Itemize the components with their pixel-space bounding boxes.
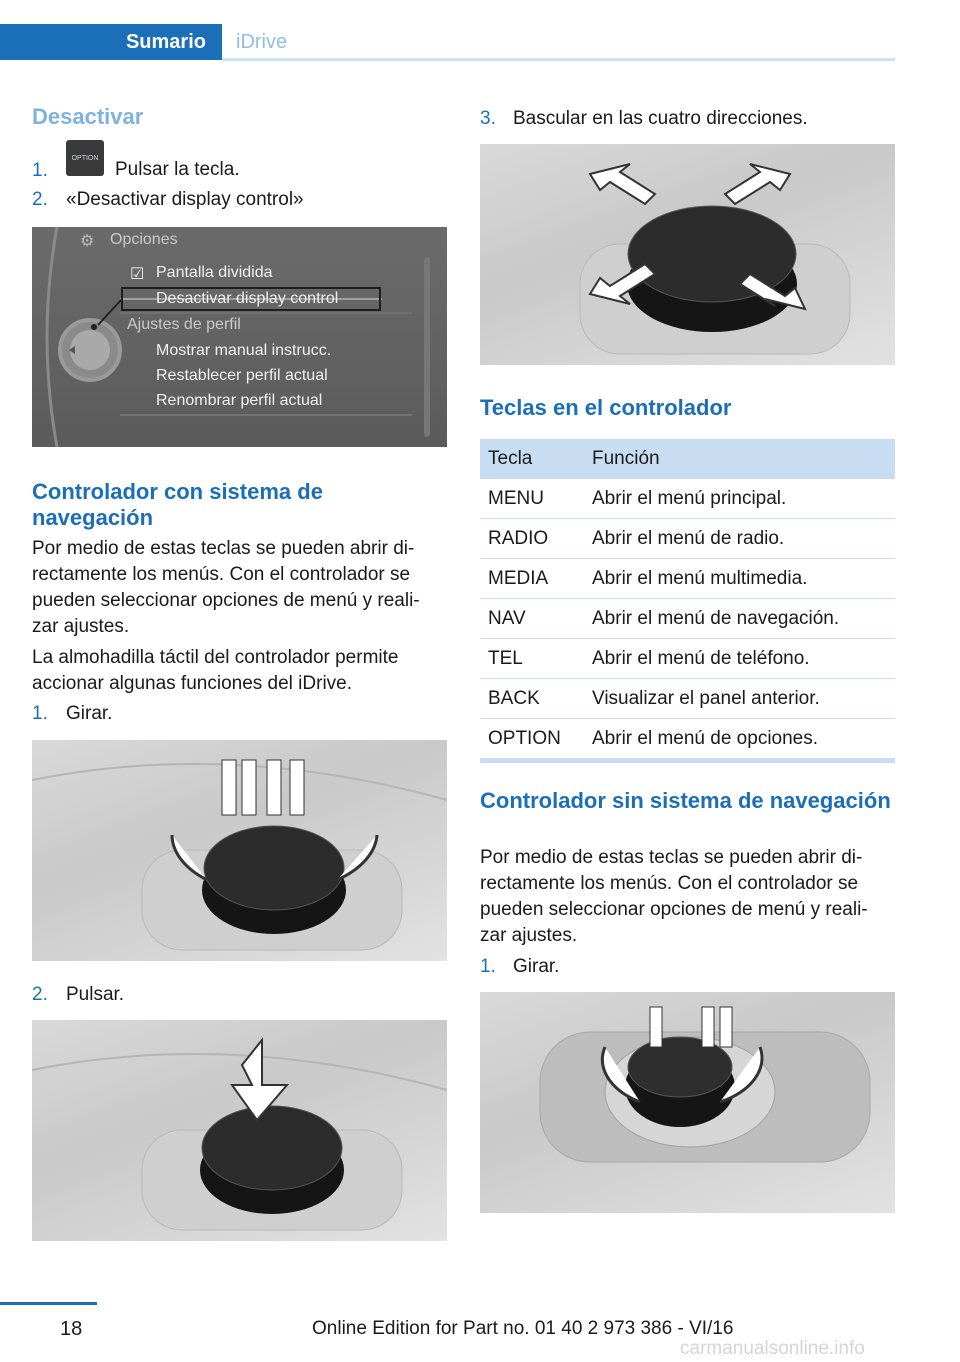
table-cell: NAV	[480, 599, 584, 639]
table-cell: Visualizar el panel anterior.	[584, 679, 895, 719]
table-cell: Abrir el menú de radio.	[584, 519, 895, 559]
tab-sumario-label: Sumario	[125, 30, 206, 53]
step-text: Bascular en las cuatro direcciones.	[513, 108, 808, 129]
step-number: 2.	[32, 189, 48, 210]
table-row	[480, 639, 895, 679]
checkbox-icon: ☑	[130, 266, 145, 283]
gear-icon: ⚙	[80, 233, 95, 250]
step-text: Girar.	[513, 956, 560, 977]
table-cell: Abrir el menú de navegación.	[584, 599, 895, 639]
menu-item: Renombrar perfil actual	[156, 392, 323, 409]
heading-con-navegacion: Controlador con sistema de navegación	[32, 479, 323, 530]
table-header: Tecla	[480, 439, 584, 479]
tab-idrive[interactable]	[222, 24, 322, 60]
table-cell: Abrir el menú multimedia.	[584, 559, 895, 599]
paragraph: Por medio de estas teclas se pueden abrir di‐ rectamente los menús. Con el controlador se pueden seleccionar opciones de menú y reali‐ zar ajustes.	[480, 847, 868, 946]
table-row	[480, 519, 895, 559]
table-row	[480, 599, 895, 639]
step-number: 3.	[480, 108, 496, 129]
controller-rotate-no-nav-image	[480, 992, 895, 1213]
table-row	[480, 559, 895, 599]
table-row	[480, 719, 895, 759]
heading-desactivar: Desactivar	[32, 104, 144, 129]
footer-rule	[0, 1302, 97, 1305]
table-header-row	[480, 439, 895, 479]
screen-decor	[32, 227, 447, 447]
controller-rotate-no-nav-drawing	[480, 992, 895, 1213]
menu-item: Restablecer perfil actual	[156, 367, 328, 384]
menu-item: Mostrar manual instrucc.	[156, 342, 332, 359]
table-cell: RADIO	[480, 519, 584, 559]
table-cell: MEDIA	[480, 559, 584, 599]
screen-title: Opciones	[110, 231, 178, 248]
heading-sin-navegacion: Controlador sin sistema de navegación	[480, 788, 891, 813]
watermark: carmanualsonline.info	[680, 1338, 865, 1359]
table-row	[480, 679, 895, 719]
paragraph: Por medio de estas teclas se pueden abrir di‐ rectamente los menús. Con el controlador se pueden seleccionar opciones de menú y reali‐ zar ajustes.	[32, 538, 420, 637]
table-row	[480, 479, 895, 519]
controller-tilt-image	[480, 144, 895, 365]
table-cell: OPTION	[480, 719, 584, 759]
tab-idrive-label: iDrive	[236, 30, 288, 53]
table-header: Función	[584, 439, 895, 479]
menu-item-selected: Desactivar display control	[156, 290, 339, 307]
step-text: Girar.	[66, 703, 113, 724]
controller-press-drawing	[32, 1020, 447, 1241]
step-number: 1.	[32, 160, 48, 181]
page-number: 18	[60, 1318, 83, 1340]
controller-tilt-drawing	[480, 144, 895, 365]
table-cell: Abrir el menú de opciones.	[584, 719, 895, 759]
step-number: 1.	[480, 956, 496, 977]
edition-text: Online Edition for Part no. 01 40 2 973 386 - VI/16	[312, 1318, 734, 1339]
table-cell: Abrir el menú de teléfono.	[584, 639, 895, 679]
controller-rotate-drawing	[32, 740, 447, 961]
tab-sumario[interactable]	[0, 24, 222, 60]
step-text: Pulsar la tecla.	[115, 159, 240, 180]
controller-press-image	[32, 1020, 447, 1241]
option-key-label: OPTION	[71, 154, 99, 162]
table-bottom-rule	[480, 759, 895, 763]
table-cell: TEL	[480, 639, 584, 679]
menu-item: Pantalla dividida	[156, 264, 273, 281]
menu-item: Ajustes de perfil	[127, 316, 241, 333]
options-menu-screenshot	[32, 227, 447, 447]
paragraph: La almohadilla táctil del controlador permite accionar algunas funciones del iDrive.	[32, 647, 399, 694]
table-cell: Abrir el menú principal.	[584, 479, 895, 519]
heading-teclas: Teclas en el controlador	[480, 395, 732, 420]
step-text: «Desactivar display control»	[66, 189, 304, 210]
table-cell: BACK	[480, 679, 584, 719]
option-key-icon	[66, 140, 104, 176]
keys-table	[480, 439, 895, 759]
tab-underline	[222, 58, 895, 61]
step-number: 1.	[32, 703, 48, 724]
step-text: Pulsar.	[66, 984, 125, 1005]
table-cell: MENU	[480, 479, 584, 519]
step-number: 2.	[32, 984, 48, 1005]
controller-rotate-image	[32, 740, 447, 961]
